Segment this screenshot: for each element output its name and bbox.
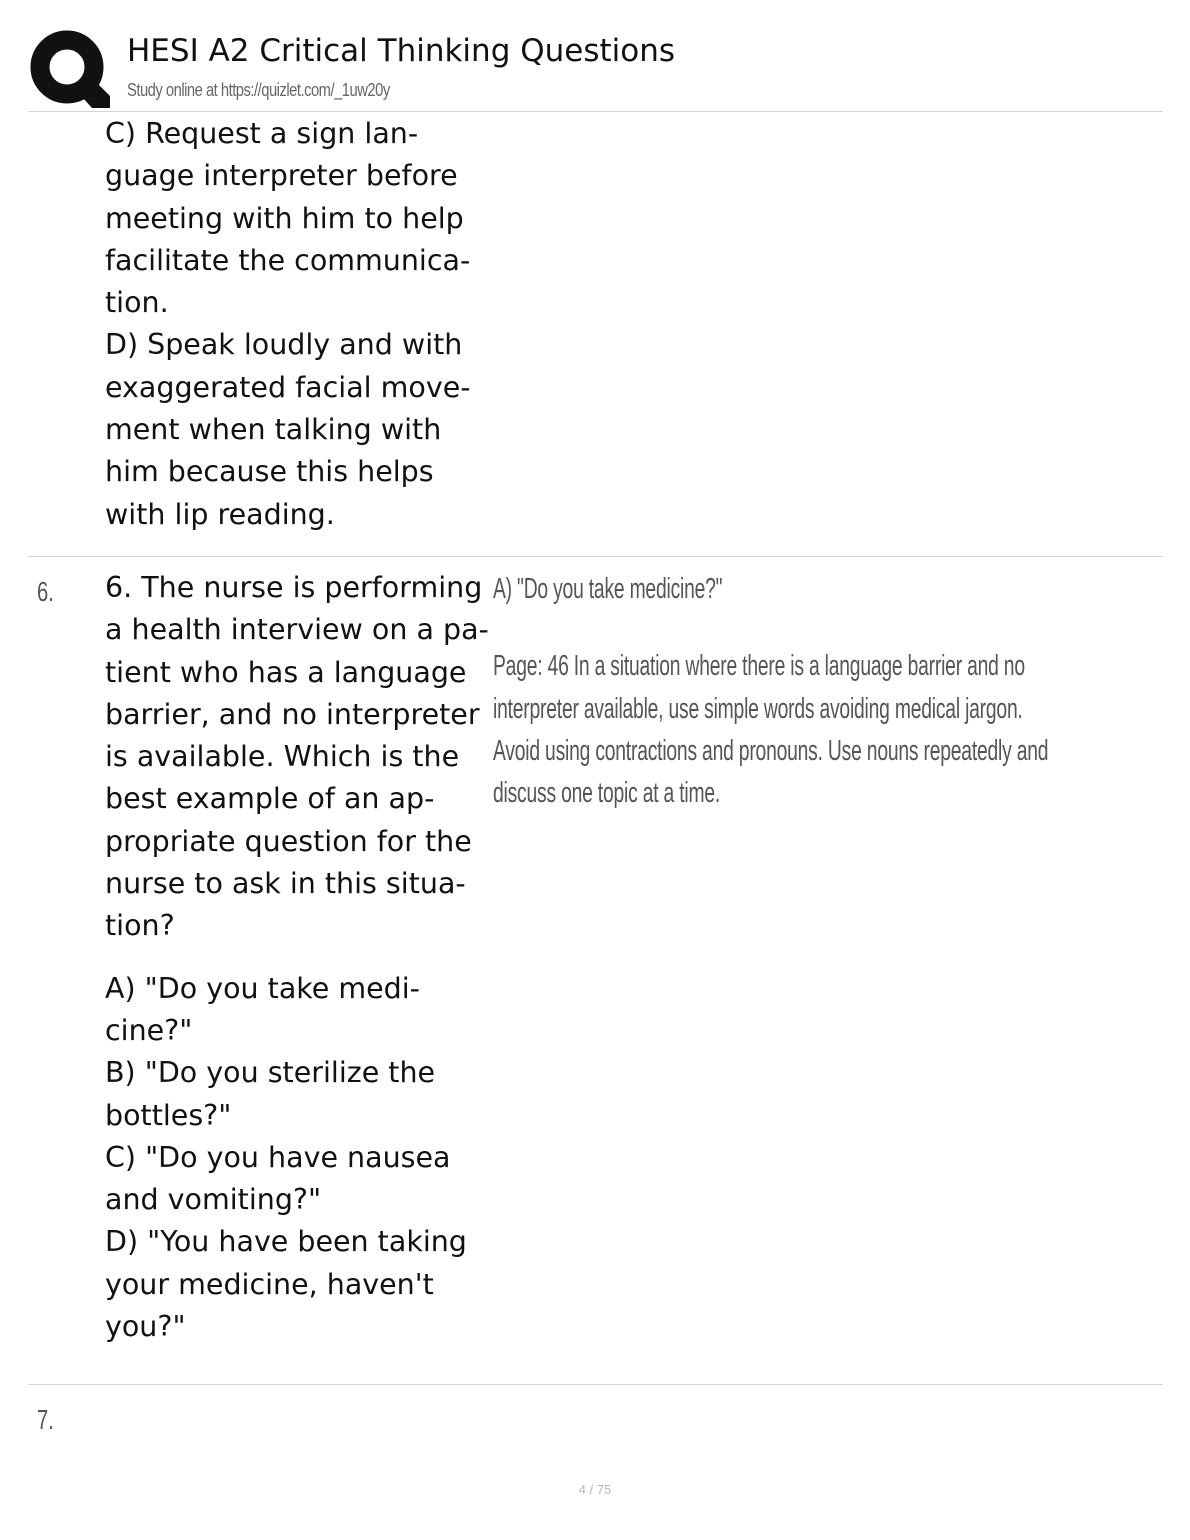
spacer (105, 948, 487, 968)
header-divider (28, 111, 1163, 112)
question-6-answer (493, 568, 1153, 814)
row-divider (28, 1384, 1163, 1385)
option-line: him because this helps (105, 455, 434, 489)
question-prompt-line: 6. The nurse is performing (105, 571, 483, 604)
option-line: ment when talking with (105, 413, 442, 447)
quizlet-q-logo-icon (30, 30, 110, 108)
question-prompt-line: barrier, and no interpreter (105, 697, 480, 731)
question-prompt-line: tion? (105, 909, 175, 943)
explanation-line: Page: 46 In a situation where there is a language barrier and no (493, 650, 1025, 683)
question-6-text (105, 567, 487, 1348)
question-prompt-line: nurse to ask in this situa- (105, 867, 466, 901)
answer-text: A) "Do you take medicine?" (493, 573, 723, 605)
option-line: and vomiting?" (105, 1183, 322, 1217)
explanation-line: discuss one topic at a time. (493, 777, 721, 810)
document-title: HESI A2 Critical Thinking Questions (127, 33, 676, 69)
option-line: you?" (105, 1310, 186, 1344)
page-indicator: 4 / 75 (578, 1482, 612, 1497)
option-line: facilitate the communica- (105, 243, 471, 277)
option-line: guage interpreter before (105, 159, 458, 193)
question-number: 7. (37, 1404, 54, 1435)
page-header (0, 0, 1190, 112)
explanation-line: interpreter available, use simple words avoiding medical jargon. (493, 692, 1023, 725)
question-prompt-line: propriate question for the (105, 824, 472, 858)
option-line: bottles?" (105, 1098, 232, 1132)
option-line: C) Request a sign lan- (105, 117, 419, 150)
option-line: tion. (105, 286, 169, 320)
option-line: A) "Do you take medi- (105, 971, 420, 1005)
option-line: D) "You have been taking (105, 1225, 467, 1259)
option-line: your medicine, haven't (105, 1267, 434, 1301)
option-line: exaggerated facial move- (105, 370, 471, 404)
row-divider (28, 556, 1163, 557)
option-line: C) "Do you have nausea (105, 1140, 451, 1174)
question-prompt-line: best example of an ap- (105, 782, 435, 816)
continued-question-options (105, 113, 487, 536)
option-line: D) Speak loudly and with (105, 328, 463, 362)
question-prompt-line: a health interview on a pa- (105, 613, 489, 647)
option-line: B) "Do you sterilize the (105, 1056, 436, 1090)
spacer (493, 610, 1153, 645)
question-number: 6. (37, 576, 54, 607)
question-prompt-line: tient who has a language (105, 655, 467, 689)
option-line: cine?" (105, 1013, 193, 1047)
question-prompt-line: is available. Which is the (105, 740, 460, 774)
option-line: meeting with him to help (105, 201, 464, 235)
explanation-line: Avoid using contractions and pronouns. Use nouns repeatedly and (493, 734, 1049, 767)
option-line: with lip reading. (105, 497, 335, 531)
study-online-link[interactable]: Study online at https://quizlet.com/_1uw20y (127, 80, 390, 100)
